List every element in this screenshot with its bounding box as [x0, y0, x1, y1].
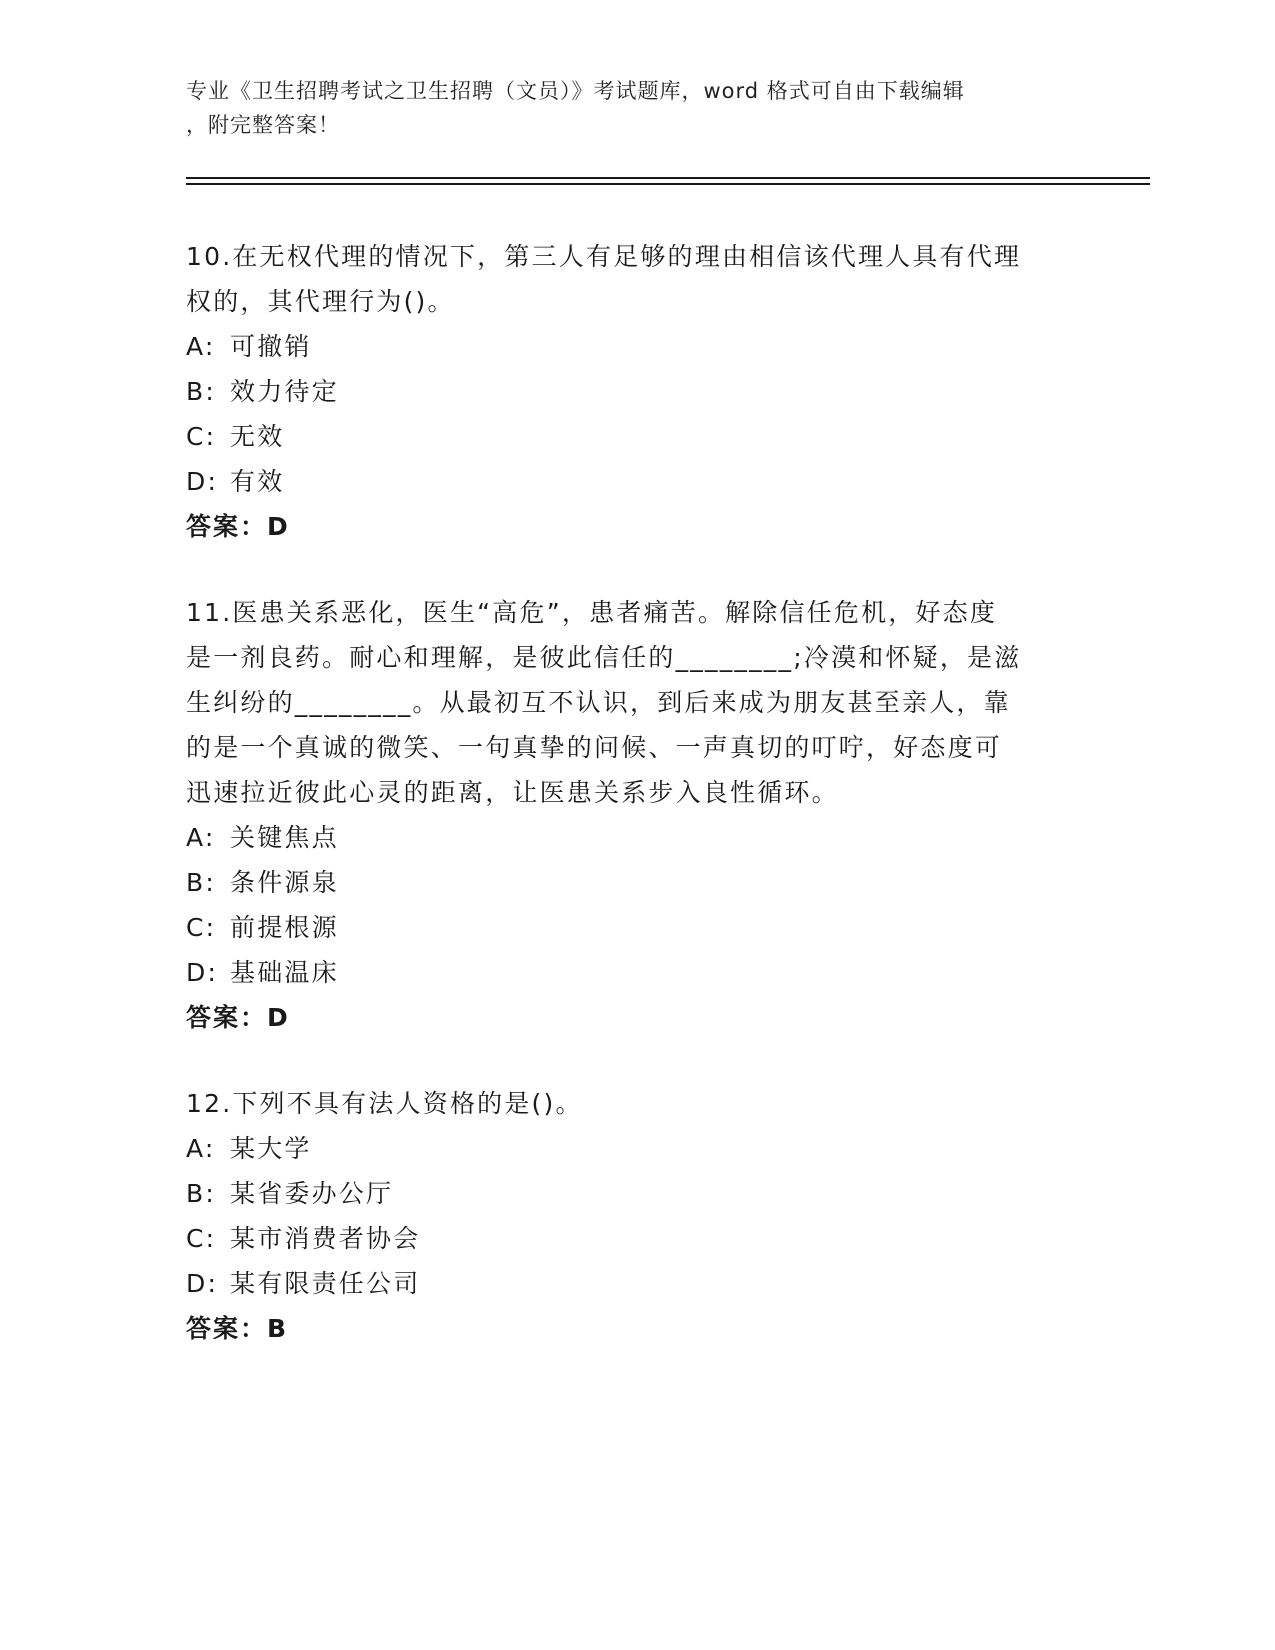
option-text: 某省委办公厅	[230, 1179, 394, 1208]
option-text: 前提根源	[230, 913, 339, 942]
answer-label: 答案：B	[186, 1314, 289, 1343]
header-divider-bottom	[186, 183, 1150, 185]
option-text: 可撤销	[230, 332, 312, 361]
option-letter: B:	[186, 377, 216, 406]
option-a	[186, 324, 1086, 369]
header-line-1: 专业《卫生招聘考试之卫生招聘（文员）》考试题库，word 格式可自由下载编辑	[186, 79, 965, 103]
option-text: 某大学	[230, 1134, 312, 1163]
option-c	[186, 905, 1086, 950]
option-text: 效力待定	[230, 377, 339, 406]
option-a	[186, 815, 1086, 860]
option-b	[186, 1171, 1086, 1216]
question-text-line: 12.下列不具有法人资格的是()。	[186, 1089, 583, 1118]
option-letter: A:	[186, 1134, 216, 1163]
option-letter: C:	[186, 1224, 217, 1253]
question-10	[186, 234, 1086, 550]
option-letter: D:	[186, 1269, 219, 1298]
option-d	[186, 1261, 1086, 1306]
question-text-line: 的是一个真诚的微笑、一句真挚的问候、一声真切的叮咛，好态度可	[186, 733, 1003, 762]
option-d	[186, 459, 1086, 504]
option-text: 关键焦点	[230, 823, 339, 852]
option-text: 基础温床	[230, 958, 339, 987]
question-text-line: 生纠纷的________。从最初互不认识，到后来成为朋友甚至亲人，靠	[186, 688, 1011, 717]
header-line-2: ，附完整答案！	[186, 113, 340, 137]
question-text-line: 权的，其代理行为()。	[186, 287, 455, 316]
question-11	[186, 590, 1086, 1041]
option-letter: D:	[186, 958, 219, 987]
question-text-line: 11.医患关系恶化，医生“高危”，患者痛苦。解除信任危机，好态度	[186, 598, 998, 627]
answer-label: 答案：D	[186, 1003, 290, 1032]
option-a	[186, 1126, 1086, 1171]
question-text-line: 是一剂良药。耐心和理解，是彼此信任的________;冷漠和怀疑，是滋	[186, 643, 1022, 672]
option-text: 某市消费者协会	[230, 1224, 421, 1253]
option-c	[186, 1216, 1086, 1261]
option-text: 有效	[230, 467, 285, 496]
question-12	[186, 1081, 1086, 1352]
option-d	[186, 950, 1086, 995]
option-c	[186, 414, 1086, 459]
option-letter: C:	[186, 422, 217, 451]
question-text-line: 10.在无权代理的情况下，第三人有足够的理由相信该代理人具有代理	[186, 242, 1022, 271]
question-list	[186, 234, 1086, 1392]
option-letter: B:	[186, 1179, 216, 1208]
header-divider-top	[186, 177, 1150, 179]
option-letter: C:	[186, 913, 217, 942]
option-text: 某有限责任公司	[230, 1269, 421, 1298]
option-b	[186, 369, 1086, 414]
option-text: 无效	[230, 422, 285, 451]
option-b	[186, 860, 1086, 905]
answer-label: 答案：D	[186, 512, 290, 541]
option-letter: A:	[186, 332, 216, 361]
option-letter: B:	[186, 868, 216, 897]
option-letter: A:	[186, 823, 216, 852]
option-letter: D:	[186, 467, 219, 496]
option-text: 条件源泉	[230, 868, 339, 897]
question-text-line: 迅速拉近彼此心灵的距离，让医患关系步入良性循环。	[186, 778, 839, 807]
document-header	[186, 74, 1066, 142]
